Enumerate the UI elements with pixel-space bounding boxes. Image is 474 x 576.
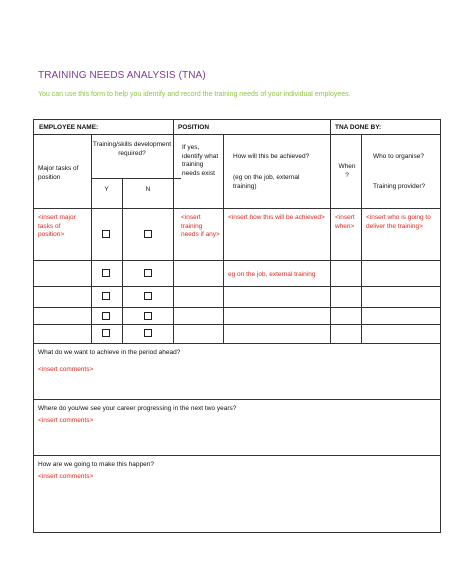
how-achieved-example: (eg on the job, external training): [233, 174, 300, 190]
who-organise-header: Who to organise?: [373, 153, 424, 160]
row-2-yes-checkbox[interactable]: [102, 269, 110, 277]
row-2-no-checkbox[interactable]: [144, 269, 152, 277]
tna-done-by-label: TNA DONE BY:: [335, 124, 382, 131]
row-4-no-checkbox[interactable]: [144, 312, 152, 320]
row-5-yes-checkbox[interactable]: [102, 329, 110, 337]
position-label: POSITION: [178, 124, 210, 131]
row-1-task[interactable]: <insert major tasks of position>: [38, 214, 76, 238]
row-1-if-yes[interactable]: <insert training needs if any>: [181, 214, 220, 238]
row-4-yes-checkbox[interactable]: [102, 312, 110, 320]
tna-form-table: [33, 119, 441, 533]
row-5-no-checkbox[interactable]: [144, 329, 152, 337]
question-2: Where do you/we see your career progressing in the next two years?: [38, 405, 237, 412]
question-1: What do we want to achieve in the period ahead?: [38, 349, 181, 356]
if-yes-header: If yes, identify what training needs exist: [182, 144, 219, 177]
major-tasks-header: Major tasks of position: [38, 165, 79, 181]
question-1-comments[interactable]: <insert comments>: [38, 366, 94, 373]
document-title: TRAINING NEEDS ANALYSIS (TNA): [38, 70, 206, 81]
yes-column-header: Y: [104, 186, 109, 193]
row-1-no-checkbox[interactable]: [144, 230, 152, 238]
document-subtitle: You can use this form to help you identify and record the training needs of your individual employees.: [38, 91, 351, 98]
row-1-how[interactable]: <insert how this will be achieved>: [228, 214, 325, 221]
row-1-who[interactable]: <insert who is going to deliver the training>: [366, 214, 431, 230]
row-2-how[interactable]: eg on the job, external training: [228, 271, 316, 278]
row-3-no-checkbox[interactable]: [144, 292, 152, 300]
when-header: When ?: [338, 163, 356, 179]
training-required-header: Training/skills development required?: [92, 141, 172, 157]
employee-name-label: EMPLOYEE NAME:: [39, 124, 99, 131]
row-1-when[interactable]: <insert when>: [335, 214, 355, 230]
how-achieved-header: How will this be achieved?: [233, 153, 310, 160]
row-1-yes-checkbox[interactable]: [102, 230, 110, 238]
row-3-yes-checkbox[interactable]: [102, 292, 110, 300]
question-3: How are we going to make this happen?: [38, 461, 154, 468]
training-provider-header: Training provider?: [373, 183, 426, 190]
no-column-header: N: [145, 186, 151, 193]
question-2-comments[interactable]: <insert comments>: [38, 417, 94, 424]
question-3-comments[interactable]: <insert comments>: [38, 473, 94, 480]
